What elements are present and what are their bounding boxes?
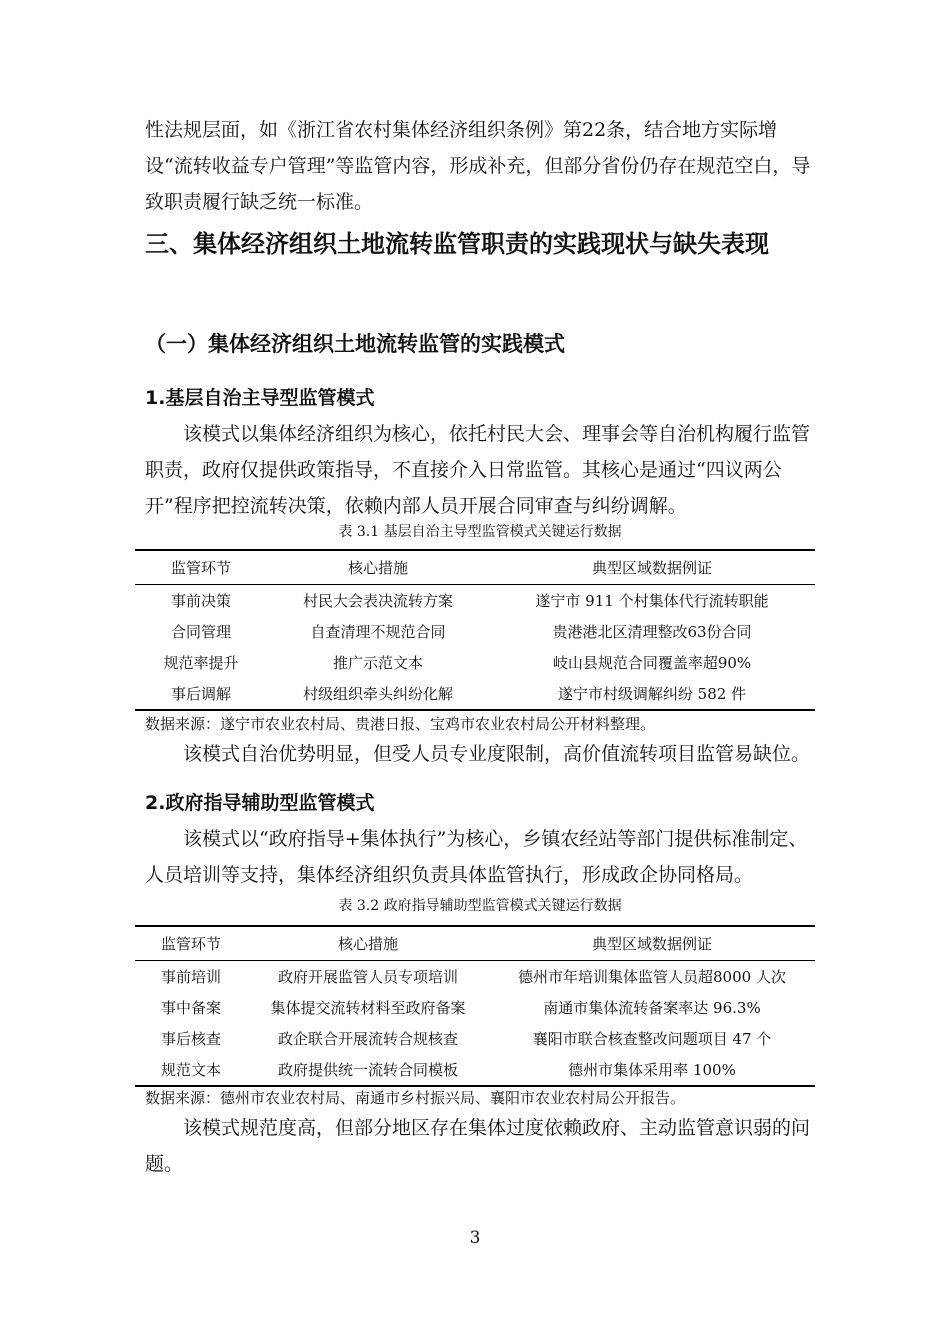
model-2-heading: 2.政府指导辅助型监管模式: [145, 792, 375, 814]
column-header: 典型区域数据例证: [489, 550, 815, 585]
intro-paragraph: 性法规层面，如《浙江省农村集体经济组织条例》第22条，结合地方实际增设“流转收益专户管理”等监管内容，形成补充，但部分省份仍存在规范空白，导致职责履行缺乏统一标准。: [145, 119, 811, 213]
table-cell: 政府提供统一流转合同模板: [247, 1054, 489, 1086]
table-header-row: [135, 550, 815, 585]
table-cell: 遂宁市村级调解纠纷 582 件: [489, 678, 815, 710]
table-row: [135, 1054, 815, 1086]
table-row: [135, 961, 815, 993]
table-cell: 合同管理: [170, 623, 231, 641]
table-cell: 政企联合开展流转合规核查: [277, 1030, 458, 1048]
table-3-2-caption: 表 3.2 政府指导辅助型监管模式关键运行数据: [338, 898, 622, 914]
table-row: [135, 1023, 815, 1054]
table-cell: 集体提交流转材料至政府备案: [270, 999, 466, 1017]
column-header: 典型区域数据例证: [489, 926, 815, 961]
table-cell: 德州市年培训集体监管人员超8000 人次: [518, 968, 786, 986]
table-cell: 事前决策: [170, 592, 231, 610]
table-cell: 村民大会表决流转方案: [302, 592, 453, 610]
table-row: [135, 647, 815, 678]
table-cell: 事前培训: [160, 968, 221, 986]
table-cell: 贵港港北区清理整改63份合同: [552, 623, 752, 641]
model-1-conclusion: 该模式自治优势明显，但受人员专业度限制，高价值流转项目监管易缺位。: [183, 743, 811, 765]
table-cell: 襄阳市联合核查整改问题项目 47 个: [532, 1030, 772, 1048]
model-1-heading: 1.基层自治主导型监管模式: [145, 387, 375, 409]
page-number: 3: [469, 1228, 481, 1248]
model-2-conclusion: 该模式规范度高，但部分地区存在集体过度依赖政府、主动监管意识弱的问题。: [145, 1117, 811, 1175]
table-cell: 遂宁市 911 个村集体代行流转职能: [535, 592, 769, 610]
table-cell: 规范率提升: [163, 654, 239, 672]
table-3-2: [135, 925, 815, 1087]
table-cell: 事后核查: [160, 1030, 221, 1048]
table-cell: 事后调解: [135, 678, 267, 710]
table-cell: 德州市集体采用率 100%: [489, 1054, 815, 1086]
table-cell: 岐山县规范合同覆盖率超90%: [552, 654, 752, 672]
table-3-2-source: 数据来源：德州市农业农村局、南通市乡村振兴局、襄阳市农业农村局公开报告。: [145, 1089, 686, 1107]
column-header: 监管环节: [135, 550, 267, 585]
table-cell: 南通市集体流转备案率达 96.3%: [543, 999, 761, 1017]
table-row: [135, 992, 815, 1023]
column-header: 核心措施: [267, 550, 489, 585]
table-row: [135, 585, 815, 617]
table-row: [135, 678, 815, 710]
model-1-paragraph: 该模式以集体经济组织为核心，依托村民大会、理事会等自治机构履行监管职责，政府仅提供政策指导，不直接介入日常监管。其核心是通过“四议两公开”程序把控流转决策，依赖内部人员开展合同审查与纠纷调解。: [145, 423, 811, 517]
table-3-1-caption: 表 3.1 基层自治主导型监管模式关键运行数据: [338, 524, 622, 540]
table-3-1-source: 数据来源：遂宁市农业农村局、贵港日报、宝鸡市农业农村局公开材料整理。: [145, 715, 656, 733]
model-2-paragraph: 该模式以“政府指导+集体执行”为核心，乡镇农经站等部门提供标准制定、人员培训等支持，集体经济组织负责具体监管执行，形成政企协同格局。: [145, 828, 808, 886]
table-cell: 村级组织牵头纠纷化解: [267, 678, 489, 710]
table-cell: 自查清理不规范合同: [310, 623, 446, 641]
column-header: 监管环节: [135, 926, 247, 961]
section-3-heading: 三、集体经济组织土地流转监管职责的实践现状与缺失表现: [145, 230, 769, 258]
table-cell: 事中备案: [160, 999, 221, 1017]
column-header: 核心措施: [247, 926, 489, 961]
table-cell: 规范文本: [135, 1054, 247, 1086]
table-row: [135, 616, 815, 647]
table-3-1: [135, 549, 815, 711]
table-cell: 政府开展监管人员专项培训: [277, 968, 458, 986]
table-header-row: [135, 926, 815, 961]
subsection-1-heading: （一）集体经济组织土地流转监管的实践模式: [145, 332, 565, 356]
table-cell: 推广示范文本: [332, 654, 423, 672]
